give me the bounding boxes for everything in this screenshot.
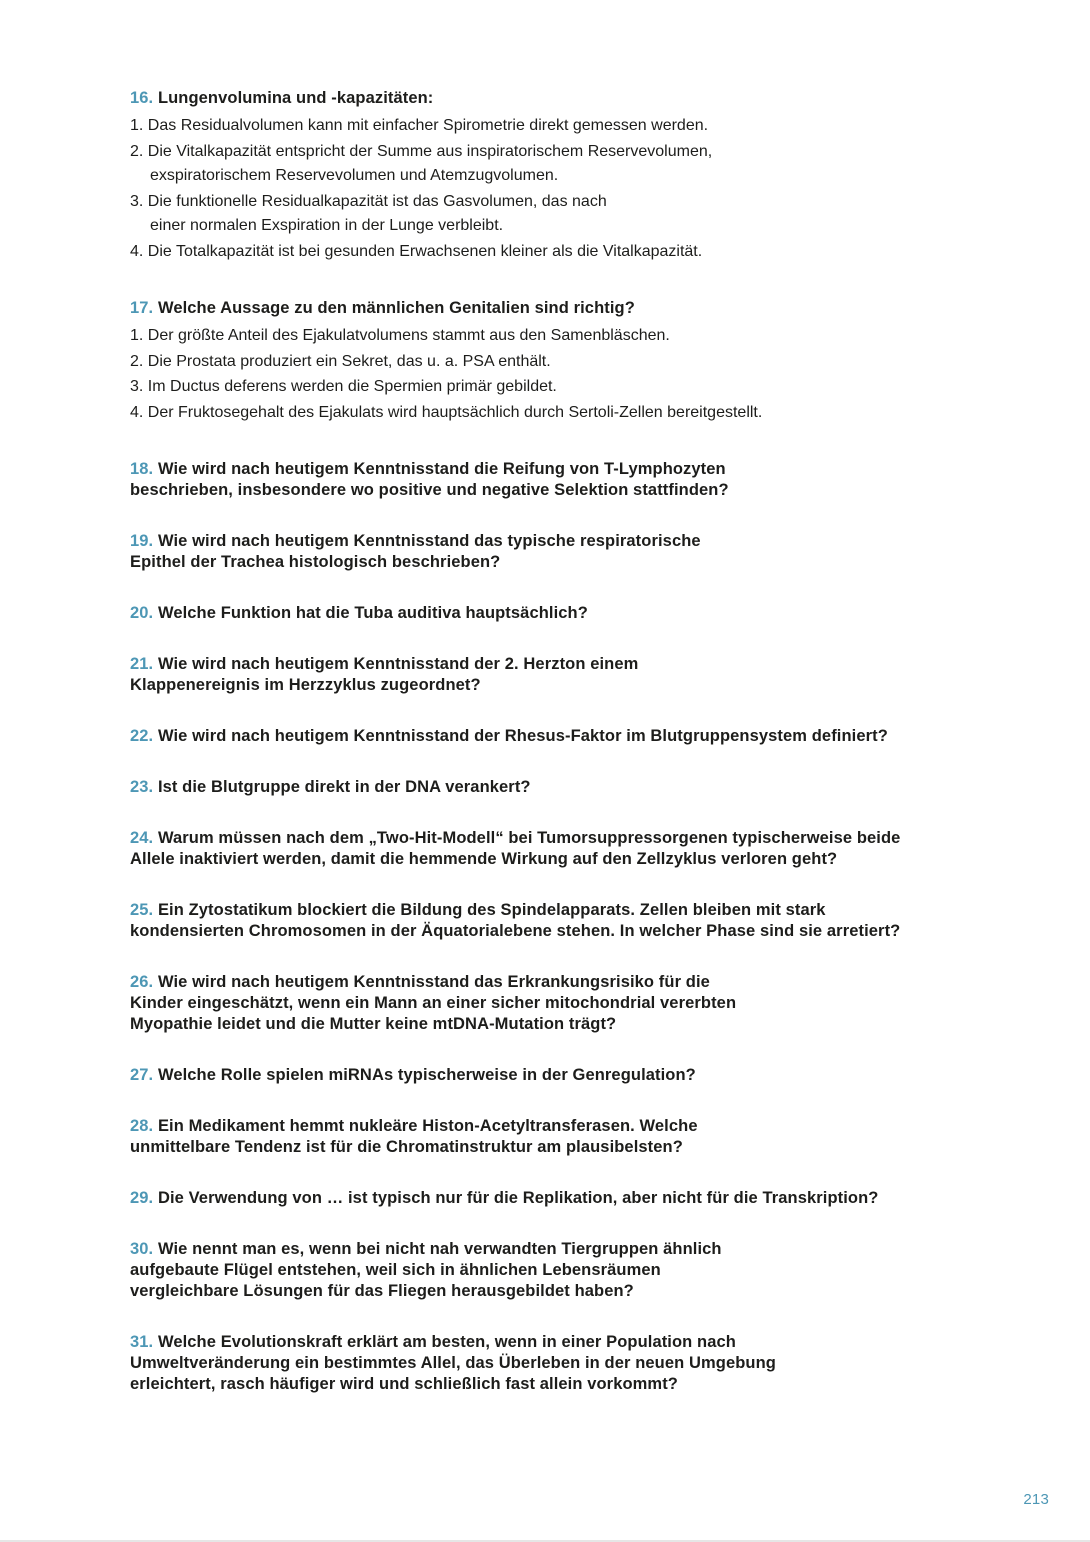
answer-option-line: 2. Die Prostata produziert ein Sekret, das u. a. PSA enthält. <box>130 352 551 370</box>
question-block <box>130 1332 1010 1395</box>
question-title-line <box>130 1014 1010 1035</box>
answer-option-line: 1. Das Residualvolumen kann mit einfacher Spirometrie direkt gemessen werden. <box>130 117 709 134</box>
question-number: 24. <box>130 829 154 847</box>
question-title <box>130 777 1010 798</box>
question-title <box>130 1065 1010 1086</box>
question-title <box>130 459 1010 501</box>
answer-option <box>130 240 1010 265</box>
question-number: 28. <box>130 1117 154 1135</box>
question-text: Allele inaktiviert werden, damit die hemmende Wirkung auf den Zellzyklus verloren geht? <box>130 850 838 868</box>
question-title-line <box>130 726 1010 747</box>
question-text: Welche Funktion hat die Tuba auditiva hauptsächlich? <box>157 604 588 622</box>
question-text: Lungenvolumina und -kapazitäten: <box>157 89 434 107</box>
answer-option-line: 3. Die funktionelle Residualkapazität ist das Gasvolumen, das nach <box>130 192 607 210</box>
question-block <box>130 726 1010 747</box>
question-text: Wie nennt man es, wenn bei nicht nah verwandten Tiergruppen ähnlich <box>157 1240 722 1258</box>
question-title-line <box>130 298 1010 319</box>
spacer <box>130 1158 1010 1188</box>
spacer <box>130 1209 1010 1239</box>
spacer <box>130 426 1010 459</box>
question-block <box>130 459 1010 501</box>
question-block <box>130 1065 1010 1086</box>
spacer <box>130 747 1010 777</box>
answer-option-line: 3. Im Ductus deferens werden die Spermien primär gebildet. <box>130 378 557 395</box>
question-title-line <box>130 993 1010 1014</box>
question-title-line <box>130 1260 1010 1281</box>
question-title-line <box>130 1116 1010 1137</box>
question-number: 29. <box>130 1189 154 1207</box>
question-text: Wie wird nach heutigem Kenntnisstand der Rhesus-Faktor im Blutgruppensystem definiert? <box>157 727 888 745</box>
question-text: Wie wird nach heutigem Kenntnisstand der 2. Herzton einem <box>157 655 639 673</box>
question-text: vergleichbare Lösungen für das Fliegen herausgebildet haben? <box>130 1282 634 1300</box>
spacer <box>130 1086 1010 1116</box>
answer-option-line: 1. Der größte Anteil des Ejakulatvolumens stammt aus den Samenbläschen. <box>130 327 670 344</box>
question-title <box>130 1239 1010 1302</box>
question-title <box>130 531 1010 573</box>
question-title-line <box>130 675 1010 696</box>
question-number: 25. <box>130 901 154 919</box>
question-number: 31. <box>130 1333 154 1351</box>
question-text: Kinder eingeschätzt, wenn ein Mann an einer sicher mitochondrial vererbten <box>130 994 737 1012</box>
question-number: 27. <box>130 1066 154 1084</box>
question-text: Die Verwendung von … ist typisch nur für die Replikation, aber nicht für die Transkription? <box>157 1189 879 1207</box>
answer-option-line: 2. Die Vitalkapazität entspricht der Summe aus inspiratorischem Reservevolumen, <box>130 142 713 160</box>
question-text: Myopathie leidet und die Mutter keine mtDNA-Mutation trägt? <box>130 1015 617 1033</box>
question-number: 23. <box>130 778 154 796</box>
question-block <box>130 828 1010 870</box>
question-block <box>130 654 1010 696</box>
question-text: Ein Zytostatikum blockiert die Bildung des Spindelapparats. Zellen bleiben mit stark <box>157 901 826 919</box>
question-title-line <box>130 1332 1010 1353</box>
question-block <box>130 531 1010 573</box>
question-block <box>130 1239 1010 1302</box>
question-title <box>130 1332 1010 1395</box>
question-title-line <box>130 1353 1010 1374</box>
question-title <box>130 972 1010 1035</box>
question-text: Epithel der Trachea histologisch beschrieben? <box>130 553 501 571</box>
question-block <box>130 603 1010 624</box>
question-number: 20. <box>130 604 154 622</box>
answer-option <box>130 324 1010 349</box>
question-text: Welche Evolutionskraft erklärt am besten, wenn in einer Population nach <box>157 1333 736 1351</box>
question-block <box>130 298 1010 425</box>
answer-options <box>130 114 1010 264</box>
question-title <box>130 88 1010 109</box>
question-number: 18. <box>130 460 154 478</box>
question-list <box>130 88 1010 1395</box>
question-title <box>130 726 1010 747</box>
question-title <box>130 654 1010 696</box>
question-title <box>130 298 1010 319</box>
question-title-line <box>130 1239 1010 1260</box>
question-number: 26. <box>130 973 154 991</box>
spacer <box>130 696 1010 726</box>
question-number: 17. <box>130 299 154 317</box>
question-text: Ein Medikament hemmt nukleäre Histon-Acetyltransferasen. Welche <box>157 1117 698 1135</box>
question-text: Warum müssen nach dem „Two-Hit-Modell“ bei Tumorsuppressorgenen typischerweise beide <box>157 829 901 847</box>
answer-option <box>130 114 1010 139</box>
question-title-line <box>130 921 1010 942</box>
answer-option <box>130 140 1010 189</box>
question-block <box>130 1116 1010 1158</box>
page-number: 213 <box>1023 1491 1049 1508</box>
question-number: 19. <box>130 532 154 550</box>
question-text: kondensierten Chromosomen in der Äquatorialebene stehen. In welcher Phase sind sie arretiert? <box>130 922 901 940</box>
answer-option <box>130 401 1010 426</box>
question-title-line <box>130 972 1010 993</box>
question-title-line <box>130 1065 1010 1086</box>
question-title-line <box>130 552 1010 573</box>
question-block <box>130 972 1010 1035</box>
answer-option <box>130 375 1010 400</box>
question-title-line <box>130 849 1010 870</box>
question-number: 22. <box>130 727 154 745</box>
question-text: Wie wird nach heutigem Kenntnisstand die Reifung von T-Lymphozyten <box>157 460 726 478</box>
question-title <box>130 900 1010 942</box>
answer-options <box>130 324 1010 425</box>
question-title-line <box>130 480 1010 501</box>
spacer <box>130 1302 1010 1332</box>
question-block <box>130 777 1010 798</box>
answer-option <box>130 350 1010 375</box>
spacer <box>130 573 1010 603</box>
question-title-line <box>130 531 1010 552</box>
question-title <box>130 1188 1010 1209</box>
question-text: aufgebaute Flügel entstehen, weil sich in ähnlichen Lebensräumen <box>130 1261 661 1279</box>
question-block <box>130 1188 1010 1209</box>
question-title-line <box>130 1374 1010 1395</box>
question-title <box>130 603 1010 624</box>
question-title-line <box>130 900 1010 921</box>
question-title-line <box>130 1188 1010 1209</box>
question-text: Wie wird nach heutigem Kenntnisstand das Erkrankungsrisiko für die <box>157 973 710 991</box>
question-text: unmittelbare Tendenz ist für die Chromatinstruktur am plausibelsten? <box>130 1138 683 1156</box>
spacer <box>130 501 1010 531</box>
question-title-line <box>130 828 1010 849</box>
question-block <box>130 88 1010 264</box>
question-title <box>130 828 1010 870</box>
question-number: 30. <box>130 1240 154 1258</box>
question-title-line <box>130 603 1010 624</box>
question-text: Wie wird nach heutigem Kenntnisstand das typische respiratorische <box>157 532 701 550</box>
answer-option-line: 4. Der Fruktosegehalt des Ejakulats wird hauptsächlich durch Sertoli-Zellen bereitgestellt. <box>130 403 763 421</box>
question-number: 21. <box>130 655 154 673</box>
spacer <box>130 265 1010 298</box>
spacer <box>130 1035 1010 1065</box>
question-title-line <box>130 654 1010 675</box>
question-title <box>130 1116 1010 1158</box>
spacer <box>130 798 1010 828</box>
spacer <box>130 942 1010 972</box>
answer-option-line: 4. Die Totalkapazität ist bei gesunden Erwachsenen kleiner als die Vitalkapazität. <box>130 242 703 260</box>
question-text: beschrieben, insbesondere wo positive und negative Selektion stattfinden? <box>130 481 729 499</box>
question-title-line <box>130 459 1010 480</box>
question-text: Umweltveränderung ein bestimmtes Allel, das Überleben in der neuen Umgebung <box>130 1354 776 1372</box>
answer-option-line: exspiratorischem Reservevolumen und Atemzugvolumen. <box>150 167 559 184</box>
question-title-line <box>130 777 1010 798</box>
answer-option-line: einer normalen Exspiration in der Lunge verbleibt. <box>150 217 504 234</box>
question-text: Klappenereignis im Herzzyklus zugeordnet? <box>130 676 481 694</box>
question-text: Welche Rolle spielen miRNAs typischerweise in der Genregulation? <box>157 1066 696 1084</box>
question-text: Ist die Blutgruppe direkt in der DNA verankert? <box>157 778 531 796</box>
question-text: Welche Aussage zu den männlichen Genitalien sind richtig? <box>157 299 635 317</box>
spacer <box>130 870 1010 900</box>
question-block <box>130 900 1010 942</box>
question-text: erleichtert, rasch häufiger wird und schließlich fast allein vorkommt? <box>130 1375 678 1393</box>
question-title-line <box>130 88 1010 109</box>
answer-option <box>130 190 1010 239</box>
spacer <box>130 624 1010 654</box>
question-number: 16. <box>130 89 154 107</box>
question-title-line <box>130 1137 1010 1158</box>
question-title-line <box>130 1281 1010 1302</box>
